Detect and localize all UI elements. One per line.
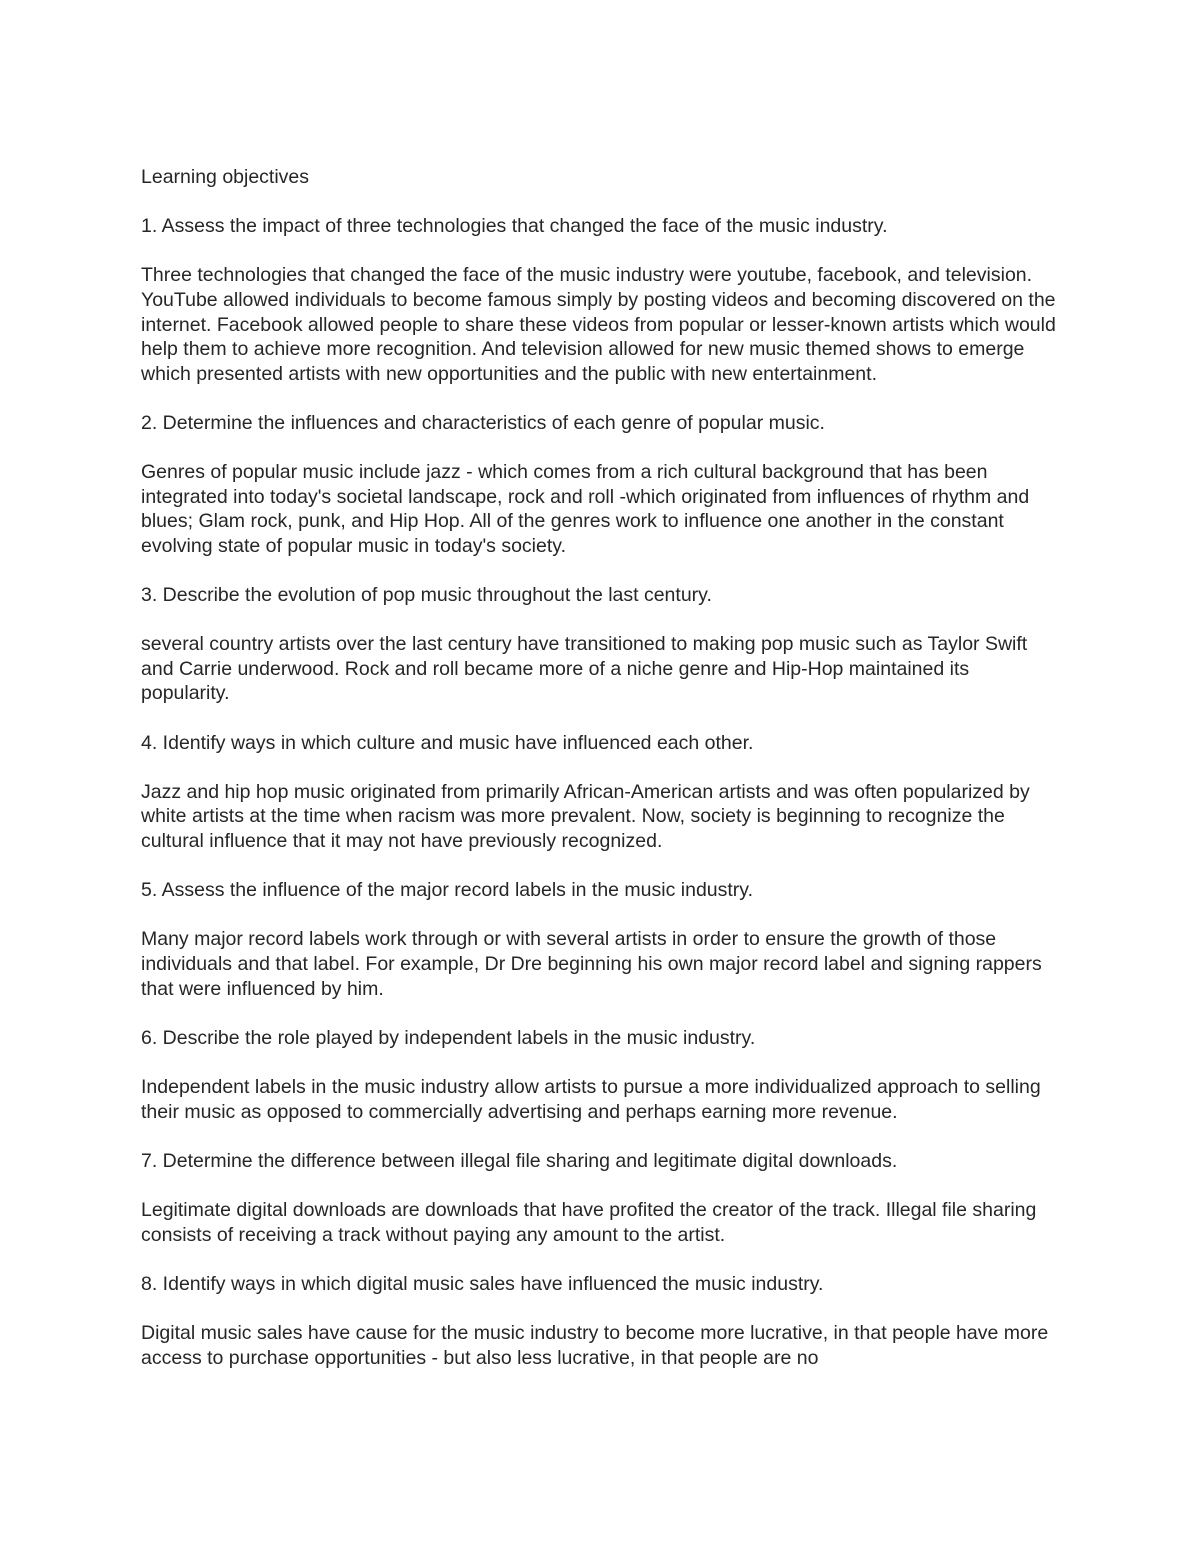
answer-3: several country artists over the last century have transitioned to making pop music such as Taylor Swift and Carrie underwood. Rock and roll became more of a niche genre and Hip-Hop maintained its popularity. [141, 633, 1028, 705]
objective-7: 7. Determine the difference between illegal file sharing and legitimate digital downloads. [141, 1149, 898, 1172]
answer-7: Legitimate digital downloads are downloads that have profited the creator of the track. Illegal file sharing consists of receiving a track without paying any amount to the artist. [141, 1198, 1037, 1246]
document-body [141, 165, 1061, 1395]
answer-8: Digital music sales have cause for the music industry to become more lucrative, in that people have more access to purchase opportunities - but also less lucrative, in that people are no [141, 1321, 1049, 1369]
answer-2: Genres of popular music include jazz - which comes from a rich cultural background that has been integrated into today's societal landscape, rock and roll -which originated from influences of rhythm and blues; Glam rock, punk, and Hip Hop. All of the genres work to influence one another in the constant evolving state of popular music in today's society. [141, 461, 1030, 557]
objective-3: 3. Describe the evolution of pop music throughout the last century. [141, 584, 712, 607]
objective-2: 2. Determine the influences and characteristics of each genre of popular music. [141, 411, 825, 434]
objective-8: 8. Identify ways in which digital music sales have influenced the music industry. [141, 1272, 824, 1295]
answer-1: Three technologies that changed the face of the music industry were youtube, facebook, and television. YouTube allowed individuals to become famous simply by posting videos and becoming discovered on the internet. Facebook allowed people to share these videos from popular or lesser-known artists which would help them to achieve more recognition. And television allowed for new music themed shows to emerge which presented artists with new opportunities and the public with new entertainment. [141, 264, 1056, 385]
objective-1: 1. Assess the impact of three technologies that changed the face of the music industry. [141, 215, 888, 238]
answer-4: Jazz and hip hop music originated from primarily African-American artists and was often popularized by white artists at the time when racism was more prevalent. Now, society is beginning to recognize the cultural influence that it may not have previously recognized. [141, 780, 1030, 853]
answer-6: Independent labels in the music industry allow artists to pursue a more individualized approach to selling their music as opposed to commercially advertising and perhaps earning more revenue. [141, 1075, 1041, 1123]
document-title: Learning objectives [141, 166, 310, 188]
objective-5: 5. Assess the influence of the major record labels in the music industry. [141, 879, 754, 902]
objective-4: 4. Identify ways in which culture and music have influenced each other. [141, 731, 754, 754]
answer-5: Many major record labels work through or with several artists in order to ensure the growth of those individuals and that label. For example, Dr Dre beginning his own major record label and signing rappers that were influenced by him. [141, 928, 1042, 1000]
objective-6: 6. Describe the role played by independent labels in the music industry. [141, 1026, 756, 1049]
